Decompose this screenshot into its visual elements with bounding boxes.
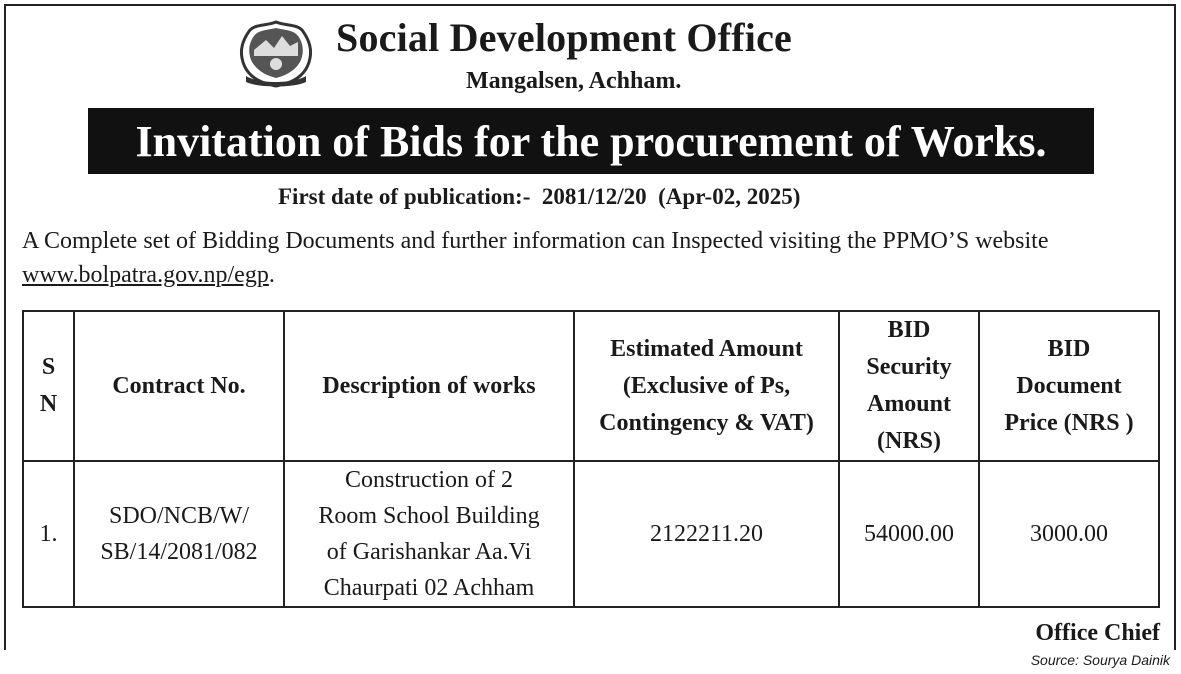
intro-paragraph [22, 224, 1162, 292]
notice-title-banner [88, 108, 1094, 174]
publication-label: First date of publication:- [278, 184, 531, 209]
table-header-row [23, 311, 1159, 461]
nepal-emblem-icon [236, 20, 316, 88]
header-description: Description of works [284, 311, 574, 461]
cell-estimated-amount: 2122211.20 [574, 461, 839, 607]
office-location: Mangalsen, Achham. [466, 68, 682, 94]
cell-contract-no: SDO/NCB/W/ SB/14/2081/082 [74, 461, 284, 607]
bolpatra-link[interactable]: www.bolpatra.gov.np/egp [22, 262, 269, 288]
source-credit: Source: Sourya Dainik [1030, 652, 1170, 668]
header-bid-document-price: BID Document Price (NRS ) [979, 311, 1159, 461]
signatory: Office Chief [1035, 620, 1160, 646]
cell-bid-security: 54000.00 [839, 461, 979, 607]
table-row [23, 461, 1159, 607]
header-sn: S N [23, 311, 74, 461]
intro-end: . [268, 262, 275, 288]
header-bid-security: BID Security Amount (NRS) [839, 311, 979, 461]
office-name: Social Development Office [336, 15, 792, 60]
intro-text: A Complete set of Bidding Documents and further information can Inspected visiting the PPMO’S website [22, 228, 1049, 254]
cell-description: Construction of 2 Room School Building of Garishankar Aa.Vi Chaurpati 02 Achham [284, 461, 574, 607]
cell-sn: 1. [23, 461, 74, 607]
header-contract-no: Contract No. [74, 311, 284, 461]
cell-bid-document-price: 3000.00 [979, 461, 1159, 607]
bids-table [22, 310, 1160, 608]
notice-title: Invitation of Bids for the procurement of Works. [135, 116, 1047, 166]
publication-date [278, 182, 978, 212]
header-estimated-amount: Estimated Amount (Exclusive of Ps, Contingency & VAT) [574, 311, 839, 461]
publication-date-ad: (Apr-02, 2025) [658, 184, 801, 209]
publication-date-bs: 2081/12/20 [541, 184, 647, 209]
